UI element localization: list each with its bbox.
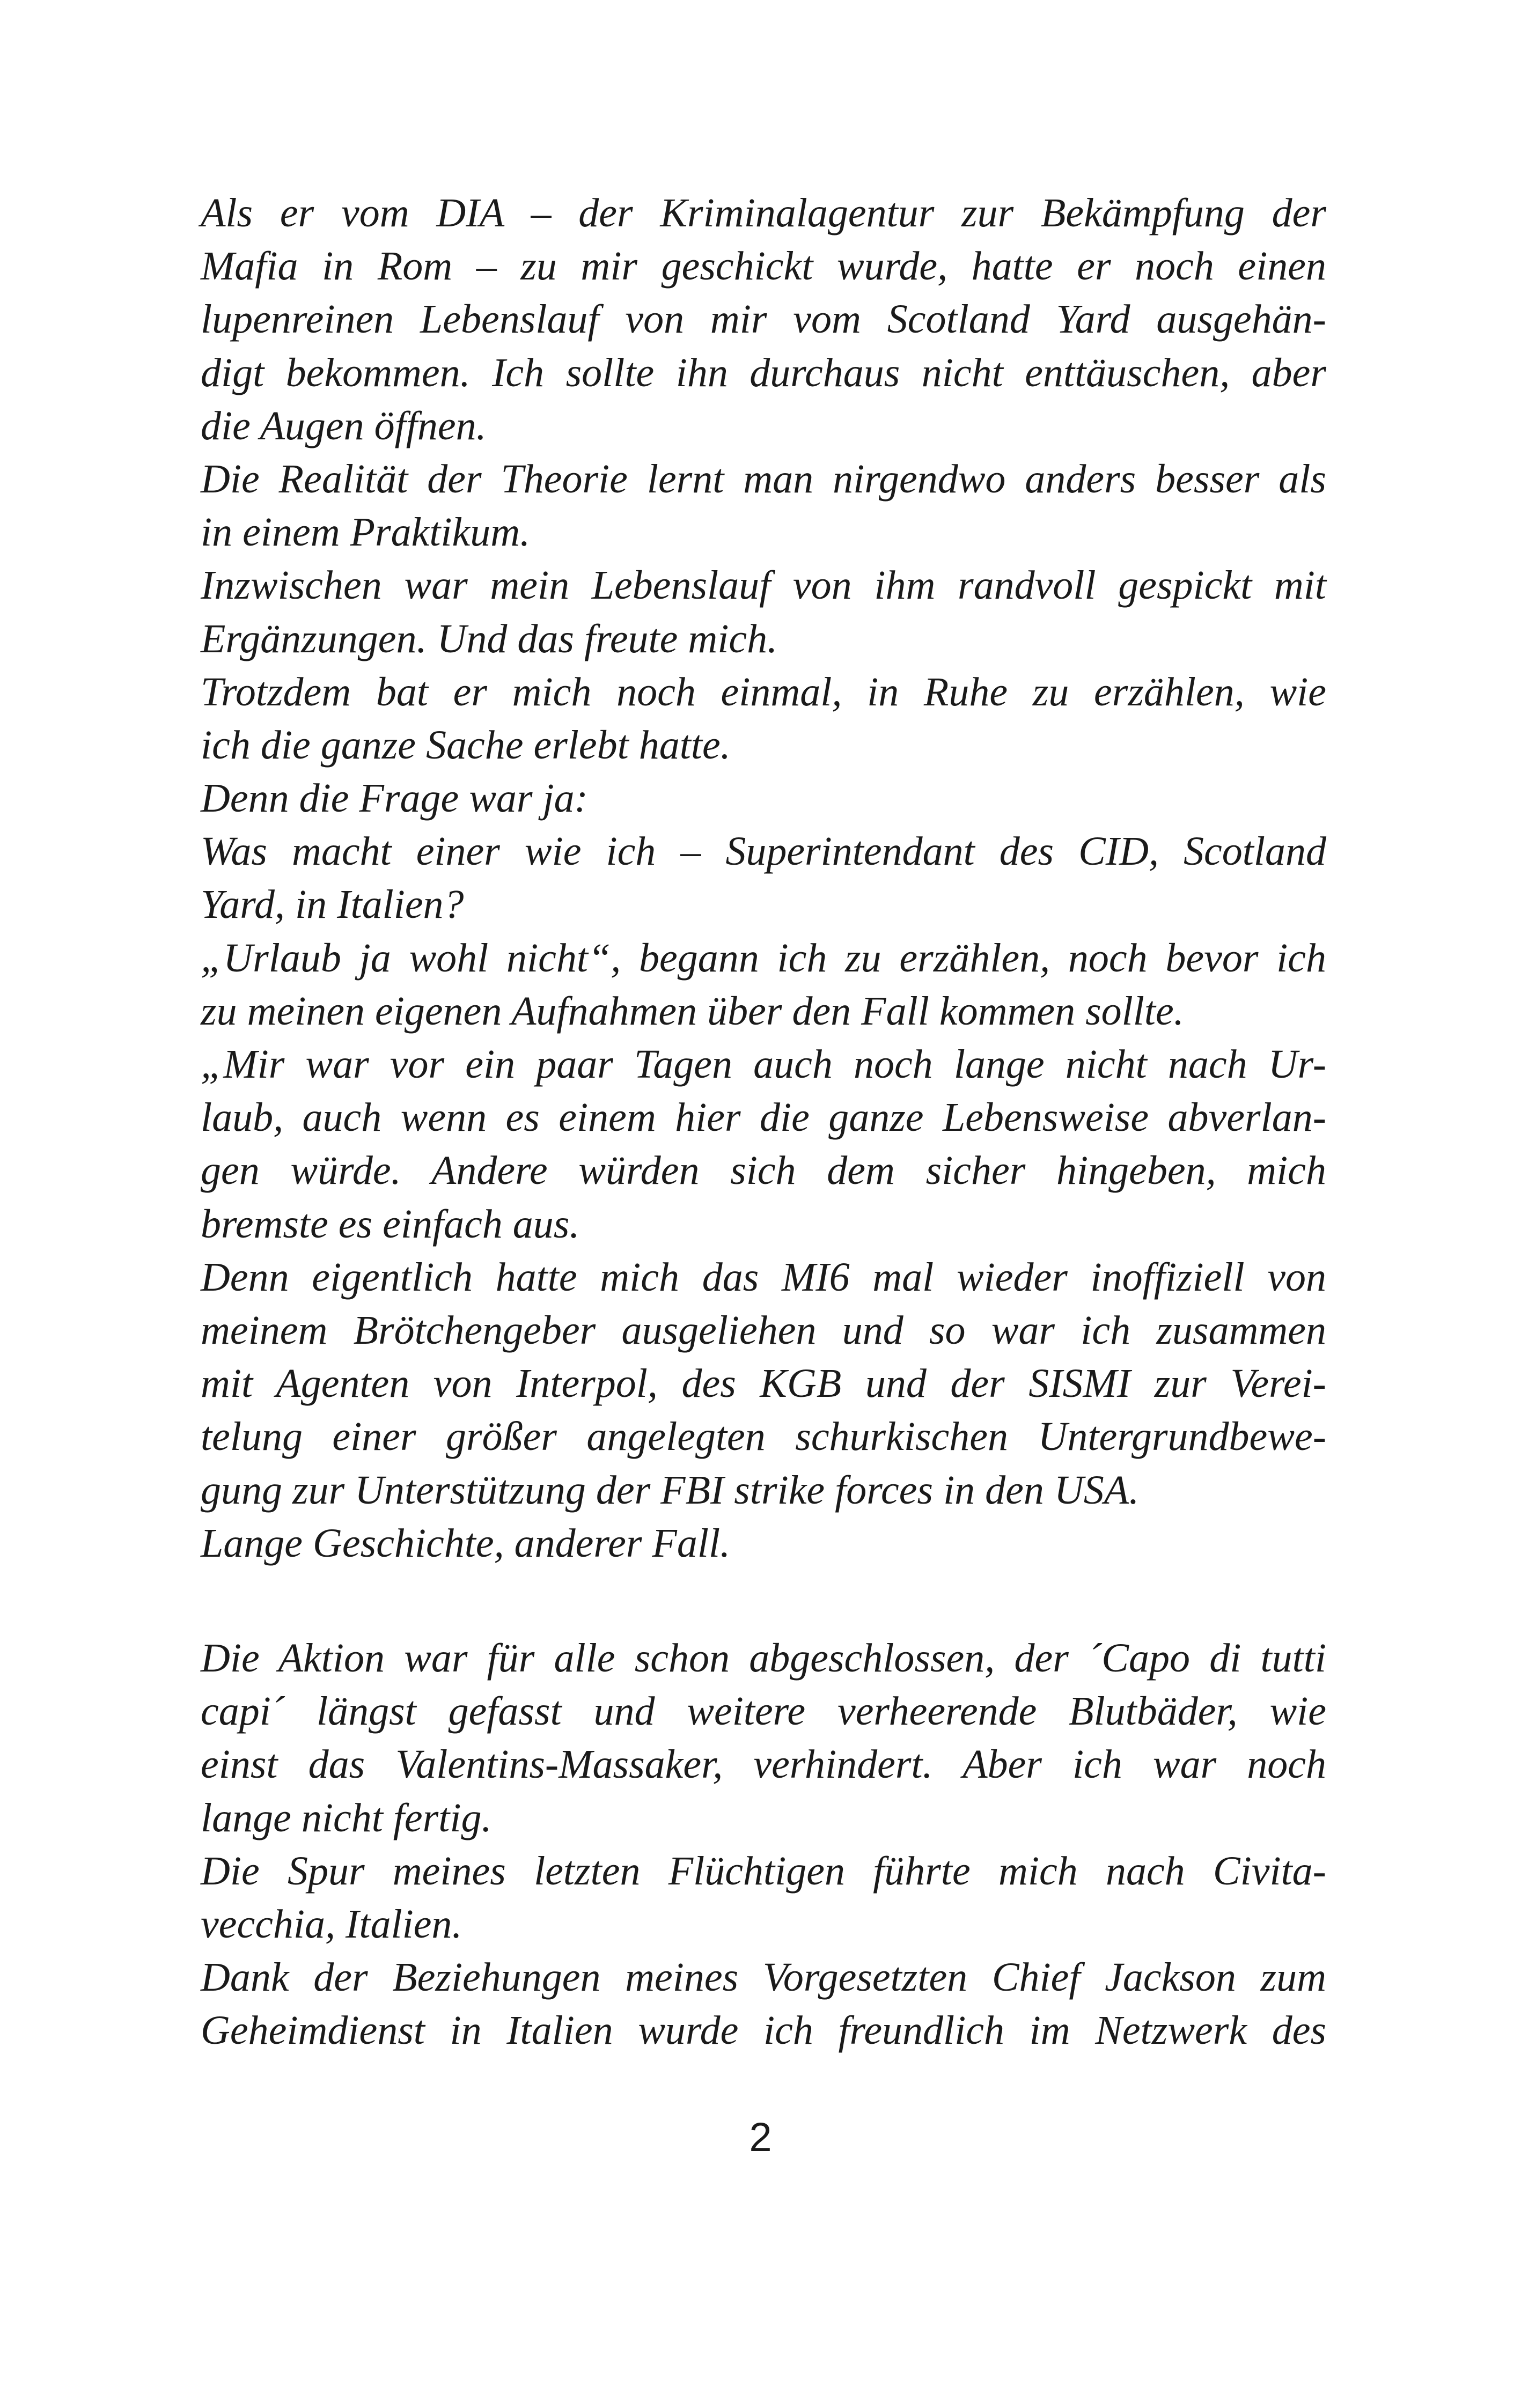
- text-line: Die Spur meines letzten Flüchtigen führte mich nach Civita-: [201, 1848, 1326, 1894]
- text-line: bremste es einfach aus.: [201, 1201, 580, 1247]
- text-line: „Urlaub ja wohl nicht“, begann ich zu erzählen, noch bevor ich: [201, 935, 1326, 981]
- text-line: Inzwischen war mein Lebenslauf von ihm randvoll gespickt mit: [201, 563, 1326, 608]
- text-line: meinem Brötchengeber ausgeliehen und so war ich zusammen: [201, 1307, 1326, 1353]
- text-line: lupenreinen Lebenslauf von mir vom Scotland Yard ausgehän-: [201, 297, 1326, 342]
- text-line: Geheimdienst in Italien wurde ich freundlich im Netzwerk des: [201, 2008, 1326, 2053]
- text-line: Ergänzungen. Und das freute mich.: [201, 616, 778, 661]
- text-line: telung einer größer angelegten schurkischen Untergrundbewe-: [201, 1414, 1326, 1460]
- text-line: die Augen öffnen.: [201, 403, 487, 448]
- text-line: Dank der Beziehungen meines Vorgesetzten Chief Jackson zum: [201, 1955, 1326, 2000]
- text-line: Als er vom DIA – der Kriminalagentur zur Bekämpfung der: [201, 190, 1326, 235]
- text-line: Lange Geschichte, anderer Fall.: [201, 1520, 731, 1566]
- text-line: Denn die Frage war ja:: [201, 776, 588, 821]
- text-line: mit Agenten von Interpol, des KGB und der SISMI zur Verei-: [201, 1361, 1326, 1406]
- text-block-first: [201, 187, 1326, 1570]
- text-line: Mafia in Rom – zu mir geschickt wurde, hatte er noch einen: [201, 244, 1326, 289]
- text-line: „Mir war vor ein paar Tagen auch noch lange nicht nach Ur-: [201, 1042, 1326, 1087]
- text-line: digt bekommen. Ich sollte ihn durchaus nicht enttäuschen, aber: [201, 350, 1326, 395]
- text-line: Was macht einer wie ich – Superintendant des CID, Scotland: [201, 829, 1326, 874]
- text-line: einst das Valentins-Massaker, verhindert. Aber ich war noch: [201, 1742, 1326, 1787]
- text-line: gen würde. Andere würden sich dem sicher hingeben, mich: [201, 1148, 1326, 1194]
- text-line: ich die ganze Sache erlebt hatte.: [201, 722, 731, 768]
- text-line: zu meinen eigenen Aufnahmen über den Fall kommen sollte.: [201, 988, 1184, 1034]
- text-line: Denn eigentlich hatte mich das MI6 mal wieder inoffiziell von: [201, 1254, 1326, 1300]
- text-line: lange nicht fertig.: [201, 1795, 492, 1840]
- text-line: in einem Praktikum.: [201, 510, 531, 555]
- text-block-second: [201, 1632, 1326, 2058]
- text-line: vecchia, Italien.: [201, 1901, 462, 1947]
- text-line: capi´ längst gefasst und weitere verheerende Blutbäder, wie: [201, 1689, 1326, 1734]
- text-line: Yard, in Italien?: [201, 882, 464, 927]
- text-line: Die Aktion war für alle schon abgeschlossen, der ´Capo di tutti: [201, 1636, 1326, 1681]
- text-line: gung zur Unterstützung der FBI strike forces in den USA.: [201, 1467, 1140, 1513]
- page-number: 2: [749, 2115, 772, 2160]
- text-line: Trotzdem bat er mich noch einmal, in Ruhe zu erzählen, wie: [201, 669, 1326, 715]
- text-line: laub, auch wenn es einem hier die ganze Lebensweise abverlan-: [201, 1095, 1326, 1140]
- text-line: Die Realität der Theorie lernt man nirgendwo anders besser als: [201, 456, 1326, 502]
